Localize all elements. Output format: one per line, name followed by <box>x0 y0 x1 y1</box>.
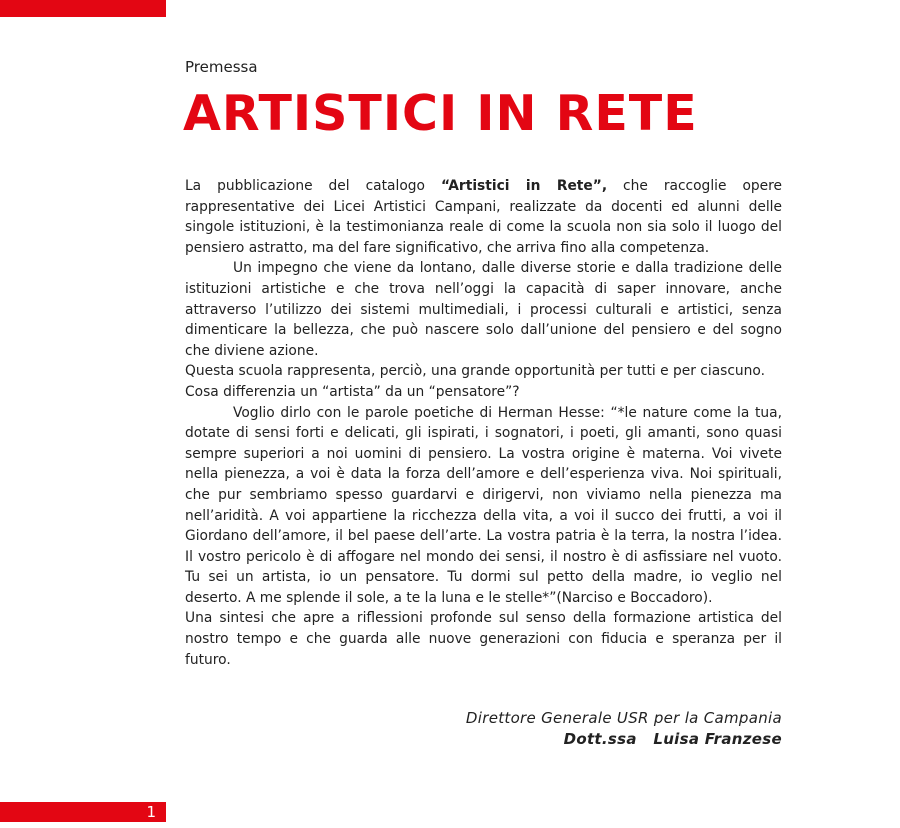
paragraph-1 <box>185 176 782 258</box>
catalog-title: “Artistici in Rete”, <box>440 178 608 194</box>
paragraph-1-rest: che raccoglie opere rappresentative dei Licei Artistici Campani, realizzate da docenti ed alunni delle singole istituzioni, è la testimonianza reale di come la scuola non sia solo il luogo del pensiero astratto, ma del fare significativo, che arriva fino alla competenza. <box>185 178 782 256</box>
section-kicker: Premessa <box>185 58 258 76</box>
signature-block <box>466 708 782 750</box>
signature-name: Dott.ssa Luisa Franzese <box>563 730 782 748</box>
paragraph-4: Cosa differenzia un “artista” da un “pensatore”? <box>185 383 520 400</box>
paragraph-1-intro: La pubblicazione del catalogo <box>185 178 441 194</box>
signature-role: Direttore Generale USR per la Campania <box>465 709 782 727</box>
top-accent-bar <box>0 0 166 17</box>
paragraph-6: Una sintesi che apre a riflessioni profonde sul senso della formazione artistica del nostro tempo e che guarda alle nuove generazioni con fiducia e speranza per il futuro. <box>185 610 782 668</box>
paragraph-2: Un impegno che viene da lontano, dalle diverse storie e dalla tradizione delle istituzioni artistiche e che trova nell’oggi la capacità di saper innovare, anche attraverso l’utilizzo dei sistemi multimediali, i processi culturali e artistici, senza dimenticare la bellezza, che può nascere solo dall’unione del pensiero e del sogno che diviene azione. <box>185 260 782 359</box>
paragraph-5-quote: Voglio dirlo con le parole poetiche di Herman Hesse: “*le nature come la tua, dotate di sensi forti e delicati, gli ispirati, i sognatori, i poeti, gli amanti, sono quasi sempre superiori a noi uomini di pensiero. La vostra origine è materna. Voi vivete nella pienezza, a voi è data la forza dell’amore e dell’esperienza viva. Noi spirituali, che pur sembriamo spesso guardarvi e dirigervi, non viviamo nella pienezza ma nell’aridità. A voi appartiene la ricchezza della vita, a voi il succo dei frutti, a voi il Giordano dell’amore, il bel paese dell’arte. La vostra patria è la terra, la nostra l’idea. Il vostro pericolo è di affogare nel mondo dei sensi, il nostro è di asfissiare nel vuoto. Tu sei un artista, io un pensatore. Tu dormi sul petto della madre, io veglio nel deserto. A me splende il sole, a te la luna e le stelle*”(Narciso e Boccadoro). <box>185 404 782 606</box>
page-number: 1 <box>146 803 156 821</box>
bottom-accent-bar <box>0 802 166 822</box>
body-text <box>185 176 782 670</box>
page-title: ARTISTICI IN RETE <box>183 85 698 142</box>
paragraph-3: Questa scuola rappresenta, perciò, una grande opportunità per tutti e per ciascuno. <box>185 363 766 380</box>
